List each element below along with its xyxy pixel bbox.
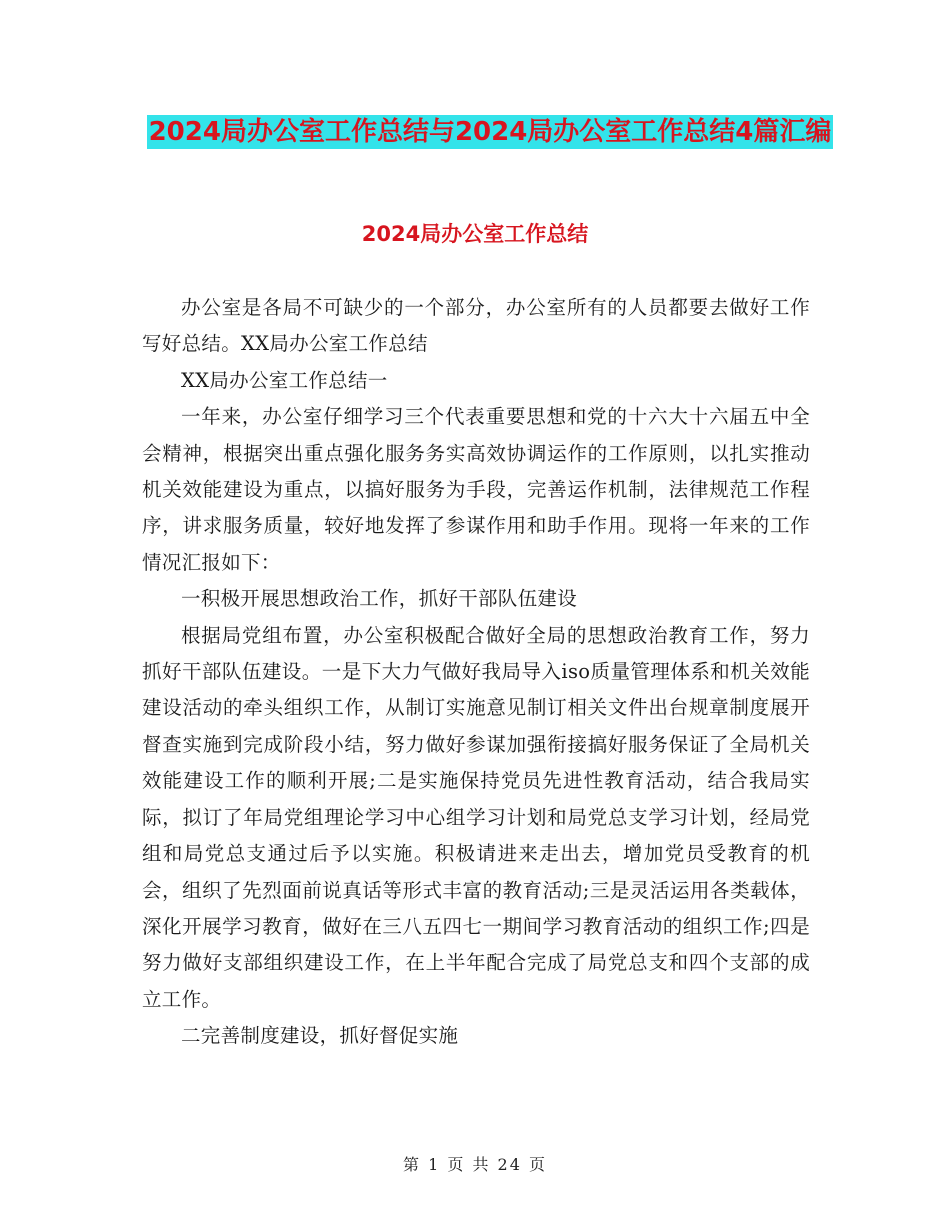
document-title <box>140 108 840 156</box>
paragraph: 办公室是各局不可缺少的一个部分，办公室所有的人员都要去做好工作写好总结。XX局办公室工作总结 <box>142 296 810 356</box>
section-title: 2024局办公室工作总结 <box>361 222 589 246</box>
paragraph: 根据局党组布置，办公室积极配合做好全局的思想政治教育工作，努力抓好干部队伍建设。一是下大力气做好我局导入iso质量管理体系和机关效能建设活动的牵头组织工作，从制订实施意见制订相关文件出台规章制度展开督查实施到完成阶段小结，努力做好参谋加强衔接搞好服务保证了全局机关效能建设工作的顺利开展;二是实施保持党员先进性教育活动，结合我局实际，拟订了年局党组理论学习中心组学习计划和局党总支学习计划，经局党组和局党总支通过后予以实施。积极请进来走出去，增加党员受教育的机会，组织了先烈面前说真话等形式丰富的教育活动;三是灵活运用各类载体，深化开展学习教育，做好在三八五四七一期间学习教育活动的组织工作;四是努力做好支部组织建设工作，在上半年配合完成了局党总支和四个支部的成立工作。 <box>142 623 810 1011</box>
paragraph: 一年来，办公室仔细学习三个代表重要思想和党的十六大十六届五中全会精神，根据突出重点强化服务务实高效协调运作的工作原则，以扎实推动机关效能建设为重点，以搞好服务为手段，完善运作机制，法律规范工作程序，讲求服务质量，较好地发挥了参谋作用和助手作用。现将一年来的工作情况汇报如下： <box>142 405 810 574</box>
document-title-text: 2024局办公室工作总结与2024局办公室工作总结4篇汇编 <box>148 117 832 147</box>
paragraph: 一积极开展思想政治工作，抓好干部队伍建设 <box>181 587 578 611</box>
document-body <box>142 290 810 1055</box>
paragraph: XX局办公室工作总结一 <box>181 368 388 392</box>
paragraph: 二完善制度建设，抓好督促实施 <box>181 1024 459 1048</box>
page-footer: 第 1 页 共 24 页 <box>403 1155 547 1174</box>
